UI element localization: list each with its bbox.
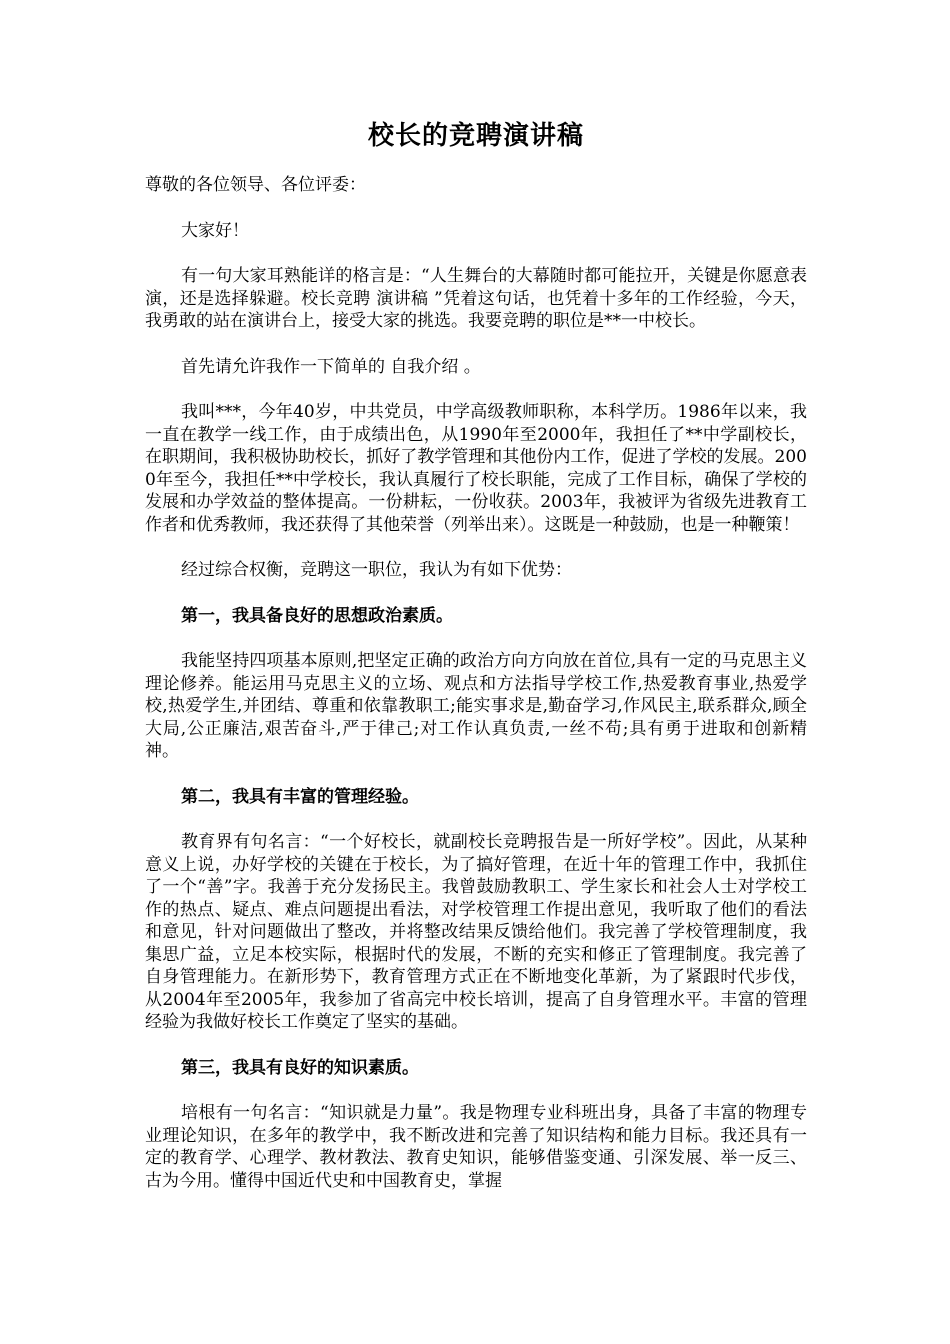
document-body [145,118,807,1192]
paragraph-advantages-lead: 经过综合权衡，竞聘这一职位，我认为有如下优势： [181,560,572,580]
paragraph-self-intro-lead: 首先请允许我作一下简单的 自我介绍 。 [181,356,481,377]
section-heading-2: 第二，我具有丰富的管理经验。 [181,786,419,807]
greeting: 大家好！ [181,220,249,241]
document-title: 校长的竞聘演讲稿 [367,121,584,151]
paragraph-background: 我叫***，今年40岁，中共党员，中学高级教师职称，本科学历。1986年以来，我一直在教学一线工作，由于成绩出色，从1990年至2000年，我担任了**中学副校长，在职期间，我积极协助校长，抓好了教学管理和其他份内工作，促进了学校的发展。2000年至今，我担任**中学校长，我认真履行了校长职能，完成了工作目标，确保了学校的发展和办学效益的整体提高。一份耕耘，一份收获。2003年，我被评为省级先进教育工作者和优秀教师，我还获得了其他荣誉（列举出来）。这既是一种鼓励，也是一种鞭策！ [145,402,807,535]
section-heading-3: 第三，我具有良好的知识素质。 [181,1057,419,1078]
salutation: 尊敬的各位领导、各位评委： [145,175,366,195]
section-body-3: 培根有一句名言：“知识就是力量”。我是物理专业科班出身，具备了丰富的物理专业理论知识，在多年的教学中，我不断改进和完善了知识结构和能力目标。我还具有一定的教育学、心理学、教材教法、教育史知识，能够借鉴变通、引深发展、举一反三、古为今用。懂得中国近代史和中国教育史，掌握 [145,1103,807,1191]
paragraph-intro: 有一句大家耳熟能详的格言是：“人生舞台的大幕随时都可能拉开，关键是你愿意表演，还是选择躲避。校长竞聘 演讲稿 ”凭着这句话，也凭着十多年的工作经验，今天，我勇敢的站在演讲台上，接受大家的挑选。我要竞聘的职位是**一中校长。 [145,266,807,331]
section-heading-1: 第一，我具备良好的思想政治素质。 [181,605,453,626]
section-body-2: 教育界有句名言：“一个好校长，就副校长竞聘报告是一所好学校”。因此，从某种意义上说，办好学校的关键在于校长，为了搞好管理，在近十年的管理工作中，我抓住了一个“善”字。我善于充分发扬民主。我曾鼓励教职工、学生家长和社会人士对学校工作的热点、疑点、难点问题提出看法，对学校管理工作提出意见，我听取了他们的看法和意见，针对问题做出了整改，并将整改结果反馈给他们。我完善了学校管理制度，我集思广益，立足本校实际，根据时代的发展，不断的充实和修正了管理制度。我完善了自身管理能力。在新形势下，教育管理方式正在不断地变化革新，为了紧跟时代步伐，从2004年至2005年，我参加了省高完中校长培训，提高了自身管理水平。丰富的管理经验为我做好校长工作奠定了坚实的基础。 [145,832,807,1032]
section-body-1: 我能坚持四项基本原则,把坚定正确的政治方向方向放在首位,具有一定的马克思主义理论修养。能运用马克思主义的立场、观点和方法指导学校工作,热爱教育事业,热爱学校,热爱学生,并团结、尊重和依靠教职工;能实事求是,勤奋学习,作风民主,联系群众,顾全大局,公正廉洁,艰苦奋斗,严于律己;对工作认真负责,一丝不苟;具有勇于进取和创新精神。 [145,651,807,761]
